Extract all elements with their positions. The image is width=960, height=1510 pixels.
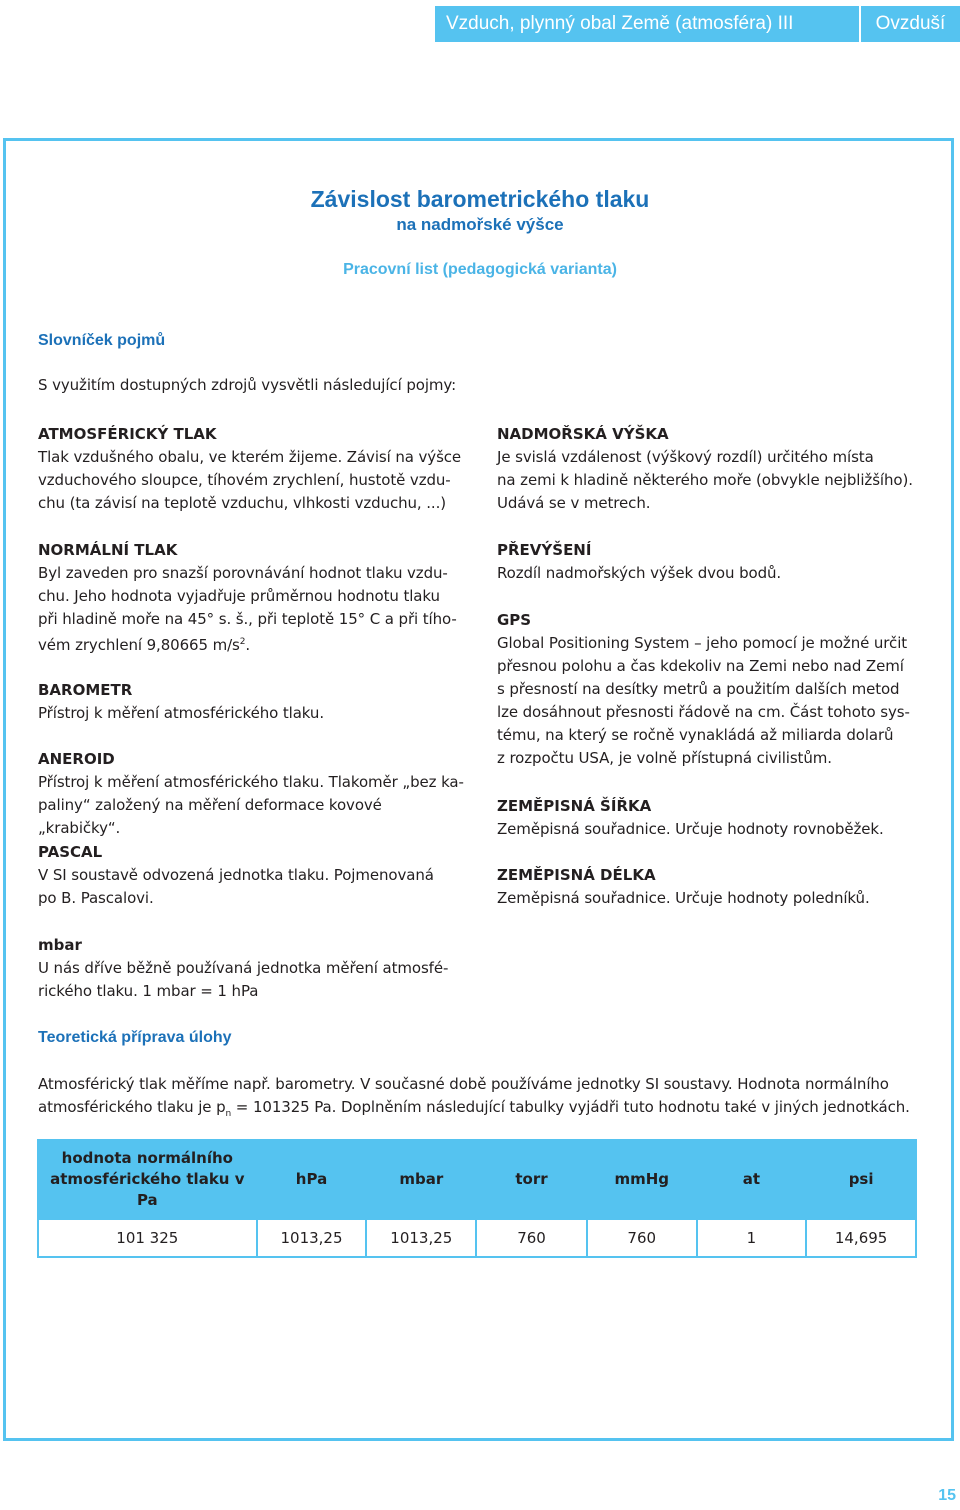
table-header: hPa bbox=[257, 1140, 367, 1219]
term-normal-pressure bbox=[38, 539, 464, 657]
term-title: PŘEVÝŠENÍ bbox=[497, 541, 592, 559]
table-cell: 14,695 bbox=[806, 1219, 916, 1257]
period: . bbox=[245, 636, 251, 654]
table-header: mmHg bbox=[587, 1140, 697, 1219]
term-line: Udává se v metrech. bbox=[497, 494, 651, 512]
table-cell: 760 bbox=[587, 1219, 697, 1257]
term-title: ANEROID bbox=[38, 750, 115, 768]
table-cell: 101 325 bbox=[38, 1219, 257, 1257]
term-line: na zemi k hladině některého moře (obvykle nejbližšího). bbox=[497, 471, 913, 489]
term-title: NADMOŘSKÁ VÝŠKA bbox=[497, 425, 669, 443]
theory-line-pre: atmosférického tlaku je p bbox=[38, 1098, 226, 1116]
term-title: mbar bbox=[38, 936, 82, 954]
term-line: po B. Pascalovi. bbox=[38, 889, 154, 907]
term-line: s přesností na desítky metrů a použitím dalších metod bbox=[497, 680, 900, 698]
page-number: 15 bbox=[938, 1487, 956, 1504]
table-cell: 1013,25 bbox=[366, 1219, 476, 1257]
term-longitude bbox=[497, 864, 925, 910]
term-line: Zeměpisná souřadnice. Určuje hodnoty rovnoběžek. bbox=[497, 820, 884, 838]
term-latitude bbox=[497, 795, 925, 841]
table-cell: 1013,25 bbox=[257, 1219, 367, 1257]
term-line-text: vém zrychlení 9,80665 m/s bbox=[38, 636, 240, 654]
term-line: Zeměpisná souřadnice. Určuje hodnoty poledníků. bbox=[497, 889, 870, 907]
table-header: psi bbox=[806, 1140, 916, 1219]
term-gps bbox=[497, 609, 925, 770]
term-line: lze dosáhnout přesnosti řádově na cm. Část tohoto sys- bbox=[497, 703, 910, 721]
term-line: Tlak vzdušného obalu, ve kterém žijeme. Závisí na výšce bbox=[38, 448, 462, 466]
subscript: n bbox=[225, 1109, 232, 1119]
term-title: BAROMETR bbox=[38, 681, 133, 699]
term-line: z rozpočtu USA, je volně přístupná civilistům. bbox=[497, 749, 832, 767]
theory-text bbox=[38, 1073, 928, 1126]
table-header: at bbox=[697, 1140, 807, 1219]
term-line: Přístroj k měření atmosférického tlaku. bbox=[38, 704, 325, 722]
term-line: Přístroj k měření atmosférického tlaku. Tlakoměr „bez ka- bbox=[38, 773, 464, 791]
page-subtitle: na nadmořské výšce bbox=[396, 215, 564, 234]
section-tab: Ovzduší bbox=[861, 6, 960, 42]
table-cell: 1 bbox=[697, 1219, 807, 1257]
term-title: ATMOSFÉRICKÝ TLAK bbox=[38, 425, 217, 443]
worksheet-label: Pracovní list (pedagogická varianta) bbox=[343, 261, 617, 278]
term-line: rického tlaku. 1 mbar = 1 hPa bbox=[38, 982, 259, 1000]
term-pascal bbox=[38, 841, 464, 910]
term-title: ZEMĚPISNÁ DÉLKA bbox=[497, 866, 656, 884]
term-line bbox=[38, 631, 464, 657]
term-altitude bbox=[497, 423, 925, 515]
term-line: Byl zaveden pro snazší porovnávání hodnot tlaku vzdu- bbox=[38, 564, 448, 582]
table-header-row bbox=[38, 1140, 916, 1219]
term-line: Rozdíl nadmořských výšek dvou bodů. bbox=[497, 564, 782, 582]
term-line: vzduchového sloupce, tíhovém zrychlení, hustotě vzdu- bbox=[38, 471, 451, 489]
glossary-heading: Slovníček pojmů bbox=[38, 332, 166, 349]
term-title: PASCAL bbox=[38, 843, 103, 861]
page-title: Závislost barometrického tlaku bbox=[310, 186, 650, 212]
table-header: mbar bbox=[366, 1140, 476, 1219]
theory-heading: Teoretická příprava úlohy bbox=[38, 1029, 232, 1046]
glossary-intro: S využitím dostupných zdrojů vysvětli následující pojmy: bbox=[38, 376, 457, 394]
superscript: 2 bbox=[239, 637, 246, 647]
term-line: přesnou polohu a čas kdekoliv na Zemi nebo nad Zemí bbox=[497, 657, 904, 675]
term-elevation-difference bbox=[497, 539, 925, 585]
chapter-title: Vzduch, plynný obal Země (atmosféra) III bbox=[435, 6, 859, 42]
term-title: NORMÁLNÍ TLAK bbox=[38, 541, 178, 559]
term-atmospheric-pressure bbox=[38, 423, 464, 515]
theory-line bbox=[38, 1096, 928, 1126]
term-aneroid bbox=[38, 748, 464, 840]
term-line: tému, na který se ročně vynakládá až miliarda dolarů bbox=[497, 726, 894, 744]
term-barometer bbox=[38, 679, 464, 725]
table-header: hodnota normálního atmosférického tlaku v Pa bbox=[38, 1140, 257, 1219]
units-table bbox=[37, 1139, 917, 1258]
term-line: Je svislá vzdálenost (výškový rozdíl) určitého místa bbox=[497, 448, 874, 466]
theory-line-post: = 101325 Pa. Doplněním následující tabulky vyjádři tuto hodnotu také v jiných jednotkách. bbox=[231, 1098, 910, 1116]
theory-line: Atmosférický tlak měříme např. barometry. V současné době používáme jednotky SI soustavy. Hodnota normálního bbox=[38, 1075, 889, 1093]
term-title: GPS bbox=[497, 611, 532, 629]
table-cell: 760 bbox=[476, 1219, 587, 1257]
table-row bbox=[38, 1219, 916, 1257]
term-line: chu. Jeho hodnota vyjadřuje průměrnou hodnotu tlaku bbox=[38, 587, 440, 605]
term-title: ZEMĚPISNÁ ŠÍŘKA bbox=[497, 797, 652, 815]
term-line: při hladině moře na 45° s. š., při teplotě 15° C a při tího- bbox=[38, 610, 457, 628]
table-header: torr bbox=[476, 1140, 587, 1219]
term-line: V SI soustavě odvozená jednotka tlaku. Pojmenovaná bbox=[38, 866, 434, 884]
term-line: U nás dříve běžně používaná jednotka měření atmosfé- bbox=[38, 959, 449, 977]
term-line: paliny“ založený na měření deformace kovové „krabičky“. bbox=[38, 796, 382, 837]
term-mbar bbox=[38, 934, 464, 1003]
term-line: chu (ta závisí na teplotě vzduchu, vlhkosti vzduchu, ...) bbox=[38, 494, 447, 512]
term-line: Global Positioning System – jeho pomocí je možné určit bbox=[497, 634, 908, 652]
